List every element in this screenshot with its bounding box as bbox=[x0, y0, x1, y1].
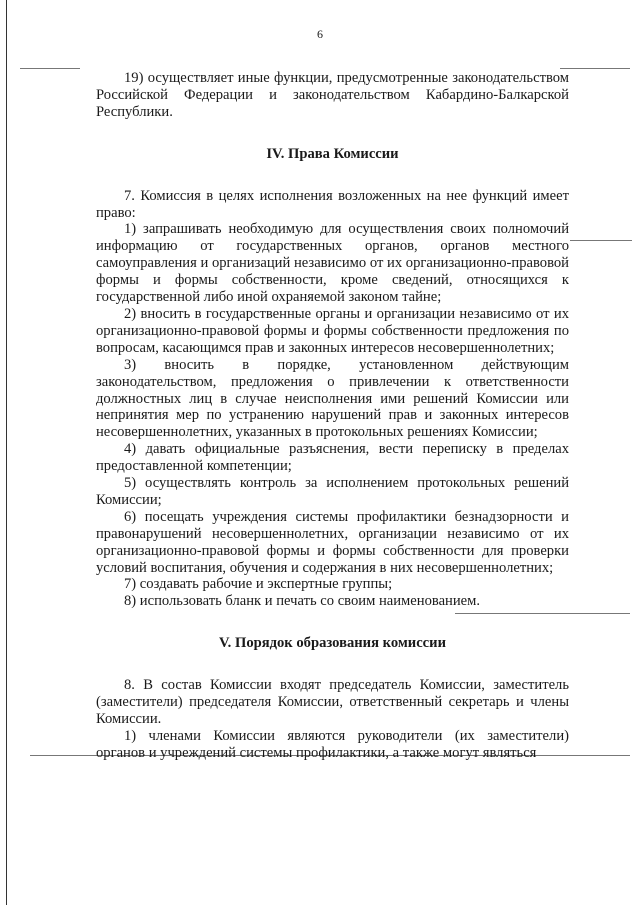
paragraph-7-1: 1) запрашивать необходимую для осуществления своих полномочий информацию от государственных органов, органов местного самоуправления и организаций независимо от их организационно-правовой формы и формы собственности, кроме сведений, относящихся к государственной либо иной охраняемой законом тайне; bbox=[96, 221, 569, 306]
paragraph-7-4: 4) давать официальные разъяснения, вести переписку в пределах предоставленной компетенции; bbox=[96, 441, 569, 475]
section-heading-formation: V. Порядок образования комиссии bbox=[219, 635, 446, 652]
page-number: 6 bbox=[317, 27, 323, 41]
paragraph-7-8: 8) использовать бланк и печать со своим наименованием. bbox=[124, 593, 481, 610]
document-body bbox=[96, 70, 569, 762]
paragraph-8-1: 1) членами Комиссии являются руководители (их заместители) органов и учреждений системы профилактики, а также могут являться bbox=[96, 727, 569, 761]
paragraph-7-7: 7) создавать рабочие и экспертные группы; bbox=[124, 576, 393, 593]
paragraph-7: 7. Комиссия в целях исполнения возложенных на нее функций имеет право: bbox=[96, 187, 569, 221]
paragraph-19: 19) осуществляет иные функции, предусмотренные законодательством Российской Федерации и законодательством Кабардино-Балкарской Республики. bbox=[96, 70, 569, 120]
scan-artifact-line bbox=[570, 240, 632, 241]
scan-artifact-line bbox=[560, 68, 630, 69]
paragraph-7-3: 3) вносить в порядке, установленном действующим законодательством, предложения о привлечении к ответственности должностных лиц в случае неисполнения ими решений Комиссии или непринятия мер по устранению нарушений прав и законных интересов несовершеннолетних, указанных в протокольных решениях Комиссии; bbox=[96, 356, 569, 441]
scan-artifact-line bbox=[20, 68, 80, 69]
paragraph-8: 8. В состав Комиссии входят председатель Комиссии, заместитель (заместители) председателя Комиссии, ответственный секретарь и члены Комиссии. bbox=[96, 677, 569, 727]
scan-margin-line bbox=[6, 0, 7, 905]
section-heading-rights: IV. Права Комиссии bbox=[266, 145, 399, 162]
paragraph-7-6: 6) посещать учреждения системы профилактики безнадзорности и правонарушений несовершеннолетних, организации независимо от их организационно-правовой формы и формы собственности для проверки условий воспитания, обучения и содержания в них несовершеннолетних; bbox=[96, 508, 569, 576]
paragraph-7-5: 5) осуществлять контроль за исполнением протокольных решений Комиссии; bbox=[96, 475, 569, 508]
paragraph-7-2: 2) вносить в государственные органы и организации независимо от их организационно-правовой формы и формы собственности предложения по вопросам, касающимся прав и законных интересов несовершеннолетних; bbox=[96, 305, 569, 356]
